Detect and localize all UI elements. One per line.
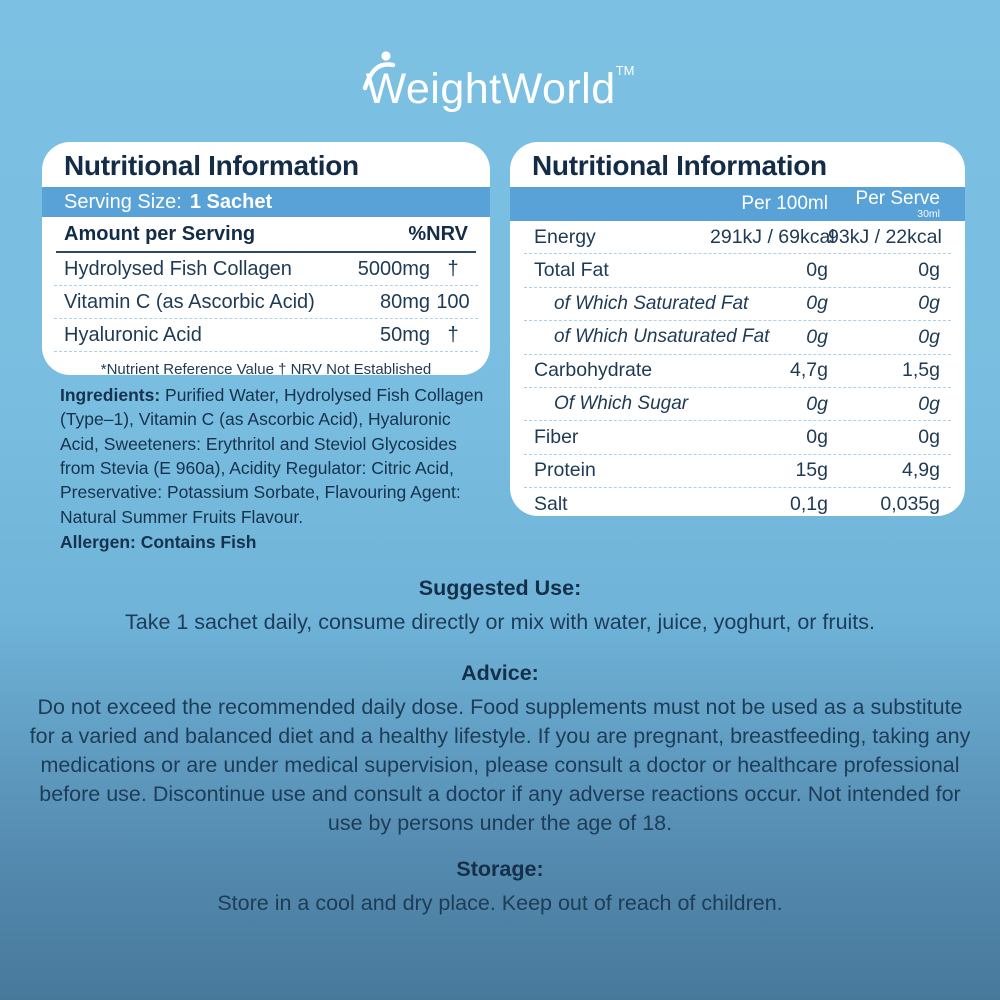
nrv-footnote: *Nutrient Reference Value † NRV Not Established [100,361,432,378]
nutrient-name: of Which Saturated Fat [554,292,749,314]
table-row [54,286,478,319]
per-serve-label: Per Serve [855,187,940,209]
per-serve-value: 0g [918,292,940,315]
serving-size-label: Serving Size: [64,190,182,213]
advice-title: Advice: [461,661,539,685]
per-serve-value: 0,035g [880,492,940,515]
ingredients-label: Ingredients: [60,385,161,405]
nutrient-name: Total Fat [534,259,609,282]
per-serve-value: 0g [918,426,940,449]
nutrient-name: Protein [534,459,596,482]
suggested-use-title: Suggested Use: [418,576,582,600]
per-100ml-value: 0g [806,325,828,348]
suggested-use-text: Take 1 sachet daily, consume directly or mix with water, juice, yoghurt, or fruits. [124,610,875,634]
brand-logo [366,52,635,111]
per-serve-value: 93kJ / 22kcal [828,225,942,248]
table-row [524,388,951,421]
nutrient-name: Vitamin C (as Ascorbic Acid) [64,290,315,313]
per-serve-value: 0g [918,325,940,348]
amount-per-serving-header: Amount per Serving [64,222,256,245]
nutrient-name: Fiber [534,426,579,449]
per-100ml-header: Per 100ml [741,193,828,214]
ingredients-block [60,383,492,554]
storage-text: Store in a cool and dry place. Keep out of reach of children. [217,891,783,915]
per-100ml-value: 4,7g [790,359,828,382]
per-100ml-value: 15g [795,459,828,482]
advice-text: Do not exceed the recommended daily dose. Food supplements must not be used as a substitute for a varied and balanced diet and a healthy lifestyle. If you are pregnant, breastfeeding, taking any medications or are under medical supervision, please consult a doctor or healthcare professional before use. Discontinue use and consult a doctor if any adverse reactions occur. Not intended for use by persons under the age of 18. [29,695,971,836]
column-header-band [510,187,965,221]
storage-section [0,857,1000,918]
per-100ml-value: 0g [806,392,828,415]
per-100ml-value: 0g [806,426,828,449]
nutrient-name: Salt [534,492,568,515]
per-serve-sub-label: 30ml [917,207,940,220]
nutrient-name: of Which Unsaturated Fat [554,326,770,348]
per-serve-value: 0g [918,259,940,282]
brand-header [0,52,1000,111]
nutrient-nrv: † [447,323,459,346]
serving-size-band [42,187,490,217]
left-table-header [56,217,476,253]
per-serve-value: 4,9g [902,459,940,482]
allergen-note: Allergen: Contains Fish [60,531,257,552]
weightworld-person-logo-icon [359,46,411,92]
brand-logo-text: WeightWorld [365,65,616,113]
nutrition-card-per100ml [510,142,965,516]
nutrient-amount: 80mg [379,290,430,313]
per-serve-value: 0g [918,392,940,415]
table-row [524,355,951,388]
table-row [524,254,951,287]
nutrient-name: Hyaluronic Acid [64,323,202,346]
per-100ml-value: 0g [806,292,828,315]
table-row [54,319,478,352]
advice-section [0,661,1000,838]
table-row [524,288,951,321]
table-row [524,221,951,254]
table-row [524,488,951,520]
ingredients-text: Purified Water, Hydrolysed Fish Collagen (Type–1), Vitamin C (as Ascorbic Acid), Hyaluronic Acid, Sweeteners: Erythritol and Steviol Glycosides from Stevia (E 960a), Acidity Regulator: Citric Acid, Preservative: Potassium Sorbate, Flavouring Agent: Natural Summer Fruits Flavour. [60,385,484,527]
nutrient-name: Energy [534,225,596,248]
trademark-symbol: TM [615,63,635,78]
per-serve-header [828,189,940,220]
nrv-header: %NRV [408,222,468,245]
storage-title: Storage: [456,857,544,881]
per-100ml-value: 291kJ / 69kcal [710,225,835,248]
table-row [54,253,478,286]
nutrient-amount: 5000mg [357,257,430,280]
table-row [524,421,951,454]
nutrition-card-serving [42,142,490,378]
nutrient-nrv: † [447,257,459,280]
nutrient-name: Of Which Sugar [554,393,689,415]
table-row [524,321,951,354]
per-serve-value: 1,5g [902,359,940,382]
right-card-title: Nutritional Information [532,150,827,181]
nutrient-amount: 50mg [379,323,430,346]
per-100ml-value: 0g [806,259,828,282]
table-row [524,455,951,488]
nutrient-name: Hydrolysed Fish Collagen [64,257,292,280]
suggested-use-section [0,576,1000,637]
left-card-title: Nutritional Information [64,150,359,181]
nutrient-nrv: 100 [436,290,470,313]
serving-size-value: 1 Sachet [189,190,273,213]
nutrient-name: Carbohydrate [534,359,653,382]
per-100ml-value: 0,1g [790,492,828,515]
